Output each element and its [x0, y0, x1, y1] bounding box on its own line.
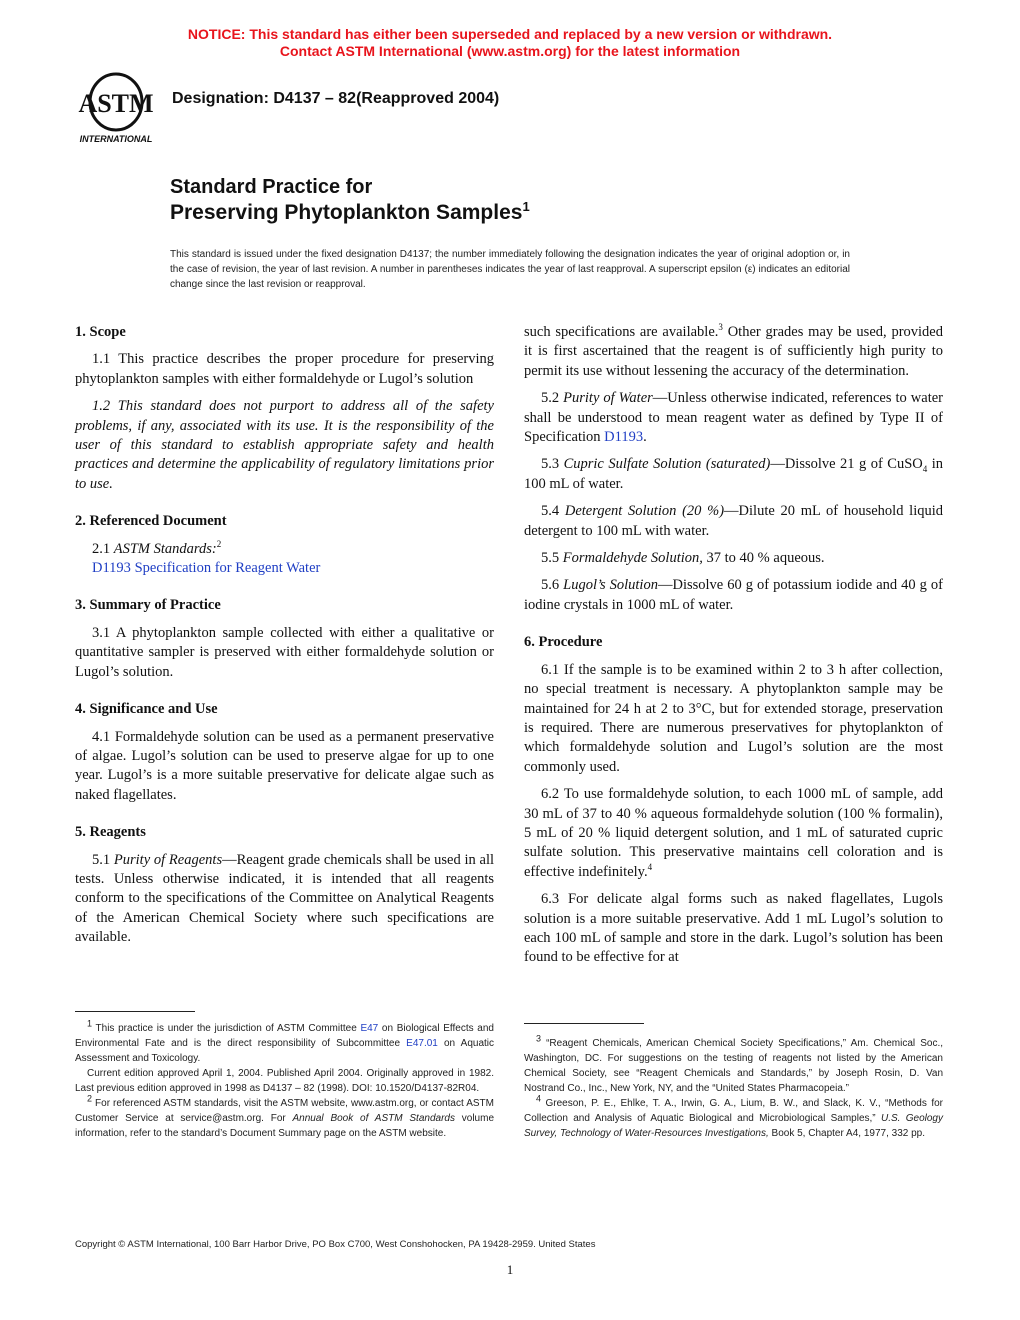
paragraph-5-2: 5.2 Purity of Water—Unless otherwise indicated, references to water shall be understood to mean reagent water as defined by Type II of Specification D1193.: [524, 390, 943, 446]
section-heading-summary: 3. Summary of Practice: [75, 597, 221, 614]
footnote-rule-left: [75, 1011, 195, 1012]
subcommittee-link-e47-01[interactable]: E47.01: [406, 1038, 438, 1049]
paragraph-1-2: 1.2 This standard does not purport to address all of the safety problems, if any, associated with its use. It is the responsibility of the user of this standard to establish appropriate safety and health practices and determine the applicability of regulatory limitations prior to use.: [75, 398, 494, 492]
title-footnote-mark: 1: [522, 199, 530, 214]
designation: Designation: D4137 – 82(Reapproved 2004): [172, 90, 500, 107]
document-title: [170, 174, 530, 226]
paragraph-5-1-start: 5.1 Purity of Reagents—Reagent grade chemicals shall be used in all tests. Unless otherwise indicated, it is intended that all reagents conform to the specifications of the Committee on Analytical Reagents of the American Chemical Society where such specifications are available.: [75, 851, 495, 946]
left-column: [75, 323, 495, 946]
page-number: 1: [506, 1262, 514, 1277]
section-heading-referenced: 2. Referenced Document: [75, 513, 227, 530]
paragraph-1-1: 1.1 This practice describes the proper procedure for preserving phytoplankton samples with either formaldehyde or Lugol’s solution: [75, 351, 494, 387]
paragraph-5-3: 5.3 Cupric Sulfate Solution (saturated)—Dissolve 21 g of CuSO$_4$ in 100 mL of water.: [524, 456, 943, 492]
spec-link-d1193[interactable]: D1193: [604, 429, 644, 446]
right-column: [524, 323, 943, 976]
paragraph-5-4: 5.4 Detergent Solution (20 %)—Dilute 20 mL of household liquid detergent to 100 mL with water.: [524, 503, 944, 539]
committee-link-e47[interactable]: E47: [360, 1023, 379, 1034]
title-line-2: Preserving Phytoplankton Samples$^1$: [170, 199, 530, 224]
paragraph-5-6: 5.6 Lugol’s Solution—Dissolve 60 g of potassium iodide and 40 g of iodine crystals in 1000 mL of water.: [524, 577, 944, 613]
footnote-1: $^1$ This practice is under the jurisdiction of ASTM Committee E47 on Biological Effects and Environmental Fate and is the direct responsibility of Subcommittee E47.01 on Aquatic Assessment and Toxicology.: [75, 1018, 495, 1064]
paragraph-6-1: 6.1 If the sample is to be examined within 2 to 3 h after collection, no special treatment is necessary. A phytoplankton sample may be maintained for 24 h at 2 to 3°C, but for extended storage, preservation is required. There are numerous preservatives for phytoplankton of which formaldehyde solution and Lugol’s solution are the most commonly used.: [524, 661, 943, 775]
paragraph-6-3: 6.3 For delicate algal forms such as naked flagellates, Lugols solution is a more suitable preservative. Add 1 mL Lugol’s solution to each 100 mL of sample and store in the dark. Lugol’s solution has been found to be effective for at: [524, 891, 943, 966]
footnotes-right: [524, 1033, 943, 1141]
issuance-statement: This standard is issued under the fixed designation D4137; the number immediately following the designation indicates the year of original adoption or, in the case of revision, the year of last revision. A number in parentheses indicates the year of last reapproval. A superscript epsilon (ε) indicates an editorial change since the last revision or reapproval.: [170, 249, 850, 290]
logo-caption: INTERNATIONAL: [79, 134, 153, 144]
withdrawal-notice: [0, 26, 1020, 60]
logo-letters: ASTM: [78, 89, 154, 118]
paragraph-5-1-continued: such specifications are available.$^3$ Other grades may be used, provided it is first ascertained that the reagent is of sufficiently high purity to permit its use without lessening the accuracy of the determination.: [524, 322, 943, 379]
paragraph-4-1: 4.1 Formaldehyde solution can be used as a permanent preservative of algae. Lugol’s solution can be used to preserve algae for up to one year. Lugol’s is a more suitable preservative for delicate algae such as naked flagellates.: [75, 728, 494, 803]
copyright-line: Copyright © ASTM International, 100 Barr Harbor Drive, PO Box C700, West Conshohocken, PA 19428-2959. United States: [75, 1239, 596, 1250]
section-heading-reagents: 5. Reagents: [75, 824, 146, 841]
title-line-1: Standard Practice for: [170, 176, 373, 198]
paragraph-5-5: 5.5 Formaldehyde Solution, 37 to 40 % aqueous.: [541, 550, 825, 567]
paragraph-3-1: 3.1 A phytoplankton sample collected with either a qualitative or quantitative sampler is preserved with either formaldehyde solution or Lugol’s solution.: [75, 624, 494, 680]
section-heading-significance: 4. Significance and Use: [75, 701, 218, 718]
section-heading-scope: 1. Scope: [75, 324, 126, 340]
astm-logo: [70, 72, 162, 148]
paragraph-2-1: 2.1 ASTM Standards:$^2$: [92, 538, 222, 557]
notice-line-1: NOTICE: This standard has either been superseded and replaced by a new version or withdrawn.: [187, 26, 833, 42]
section-heading-procedure: 6. Procedure: [524, 634, 603, 651]
footnote-2: $^2$ For referenced ASTM standards, visit the ASTM website, www.astm.org, or contact ASTM Customer Service at service@astm.org. For Annual Book of ASTM Standards volume information, refer to the standard’s Document Summary page on the ASTM website.: [75, 1093, 494, 1139]
reference-d1193: [75, 559, 494, 578]
footnote-4: $^4$ Greeson, P. E., Ehlke, T. A., Irwin, G. A., Lium, B. W., and Slack, K. V., “Methods for Collection and Analysis of Aquatic Biological and Microbiological Samples,” U.S. Geology Survey, Technology of Water-Resources Investigations, Book 5, Chapter A4, 1977, 332 pp.: [524, 1093, 943, 1139]
footnote-3: $^3$ “Reagent Chemicals, American Chemical Society Specifications,” Am. Chemical Soc., Washington, DC. For suggestions on the testing of reagents not listed by the American Chemical Society, see “Reagent Chemicals and Standards,” by Joseph Rosin, D. Van Nostrand Co., Inc., New York, NY, and the “United States Pharmacopeia.”: [524, 1033, 943, 1094]
footnote-rule-right: [524, 1023, 644, 1024]
notice-line-2: Contact ASTM International (www.astm.org) for the latest information: [279, 43, 741, 59]
paragraph-6-2: 6.2 To use formaldehyde solution, to each 1000 mL of sample, add 30 mL of 37 to 40 % aqueous formaldehyde solution (100 % formalin), 5 mL of 20 % liquid detergent solution, and 1 mL of saturated cupric sulfate solution. This preservative maintains cell coloration and is effective indefinitely.$^4$: [524, 786, 943, 880]
footnotes-left: [75, 1018, 495, 1141]
footnote-1-edition: Current edition approved April 1, 2004. Published April 2004. Originally approved in 1982. Last previous edition approved in 1998 as D4137 – 82 (1998). DOI: 10.1520/D4137-82R04.: [75, 1068, 494, 1094]
reference-link-d1193[interactable]: D1193 Specification for Reagent Water: [92, 560, 321, 577]
